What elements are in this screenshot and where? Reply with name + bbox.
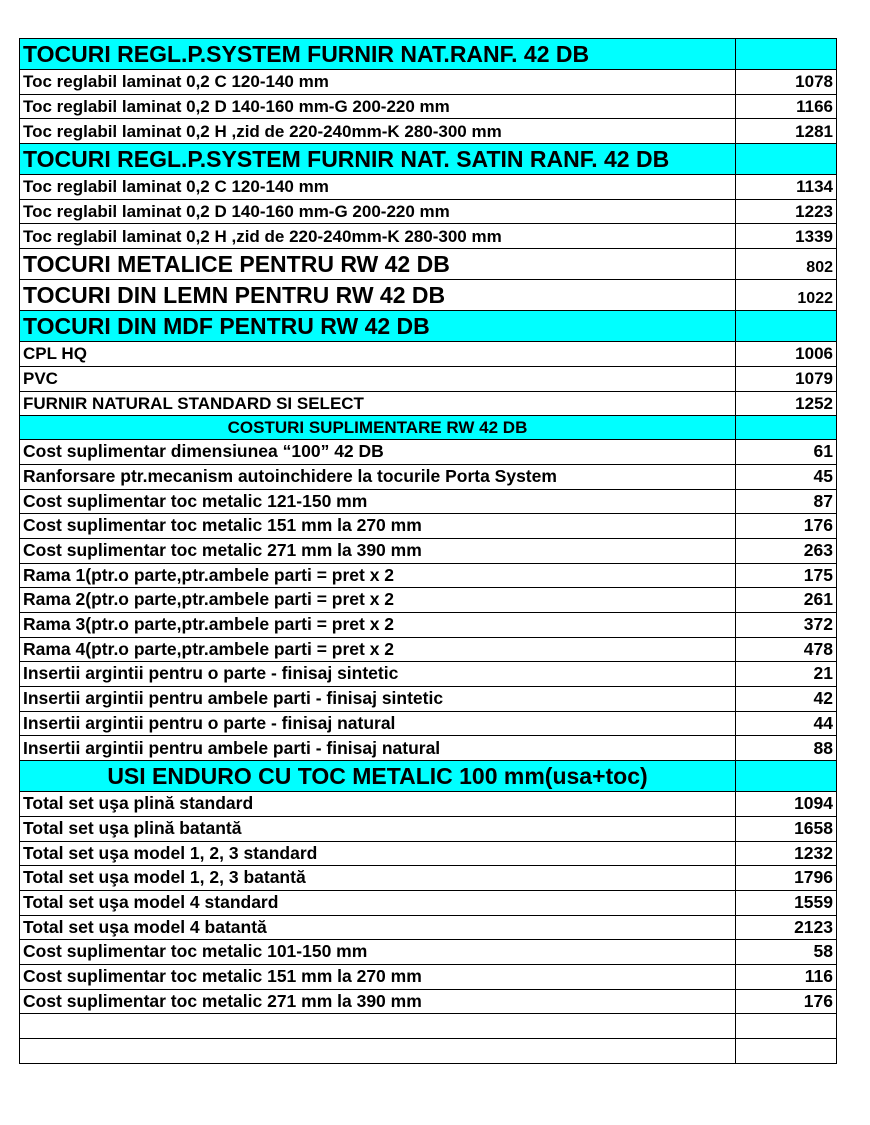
item-description	[20, 1014, 736, 1039]
price-row	[20, 613, 837, 638]
item-price: 1079	[736, 366, 837, 391]
item-description: Cost suplimentar toc metalic 121-150 mm	[20, 489, 736, 514]
section-header-row	[20, 39, 837, 70]
item-description: Toc reglabil laminat 0,2 D 140-160 mm-G 200-220 mm	[20, 94, 736, 119]
section-header-row	[20, 249, 837, 280]
price-row	[20, 792, 837, 817]
price-table	[19, 38, 837, 1064]
item-description: Total set uşa plină batantă	[20, 816, 736, 841]
item-description: TOCURI METALICE PENTRU RW 42 DB	[20, 249, 736, 280]
item-price	[736, 1039, 837, 1064]
item-price: 1166	[736, 94, 837, 119]
section-header-row	[20, 144, 837, 175]
item-price	[736, 311, 837, 342]
item-description: Cost suplimentar toc metalic 271 mm la 390 mm	[20, 989, 736, 1014]
price-row	[20, 989, 837, 1014]
item-description	[20, 1039, 736, 1064]
section-header-row	[20, 280, 837, 311]
item-price: 42	[736, 687, 837, 712]
item-description: PVC	[20, 366, 736, 391]
item-description: Cost suplimentar dimensiunea “100” 42 DB	[20, 440, 736, 465]
price-row	[20, 489, 837, 514]
item-description: Rama 3(ptr.o parte,ptr.ambele parti = pret x 2	[20, 613, 736, 638]
item-price: 2123	[736, 915, 837, 940]
item-price: 44	[736, 711, 837, 736]
price-row	[20, 711, 837, 736]
item-description: USI ENDURO CU TOC METALIC 100 mm(usa+toc)	[20, 761, 736, 792]
item-price: 1022	[736, 280, 837, 311]
item-description: Total set uşa model 1, 2, 3 standard	[20, 841, 736, 866]
item-price: 1006	[736, 342, 837, 367]
item-price: 61	[736, 440, 837, 465]
item-price: 1078	[736, 70, 837, 95]
item-description: Insertii argintii pentru o parte - finisaj sintetic	[20, 662, 736, 687]
item-description: Cost suplimentar toc metalic 151 mm la 270 mm	[20, 964, 736, 989]
item-price: 1252	[736, 391, 837, 416]
item-description: FURNIR NATURAL STANDARD SI SELECT	[20, 391, 736, 416]
item-description: Cost suplimentar toc metalic 151 mm la 270 mm	[20, 514, 736, 539]
price-row	[20, 464, 837, 489]
price-row	[20, 736, 837, 761]
item-description: Insertii argintii pentru o parte - finisaj natural	[20, 711, 736, 736]
item-description: Total set uşa model 4 standard	[20, 890, 736, 915]
section-header-row	[20, 761, 837, 792]
item-price	[736, 761, 837, 792]
price-row	[20, 224, 837, 249]
section-header-row	[20, 416, 837, 440]
price-table-body	[20, 39, 837, 1064]
price-row	[20, 538, 837, 563]
item-price: 116	[736, 964, 837, 989]
item-price	[736, 144, 837, 175]
item-description: TOCURI DIN LEMN PENTRU RW 42 DB	[20, 280, 736, 311]
item-description: CPL HQ	[20, 342, 736, 367]
price-row	[20, 890, 837, 915]
item-price	[736, 416, 837, 440]
item-price: 478	[736, 637, 837, 662]
section-header-row	[20, 311, 837, 342]
item-description: Rama 1(ptr.o parte,ptr.ambele parti = pret x 2	[20, 563, 736, 588]
price-row	[20, 637, 837, 662]
price-row	[20, 964, 837, 989]
item-price: 58	[736, 940, 837, 965]
item-description: Toc reglabil laminat 0,2 H ,zid de 220-240mm-K 280-300 mm	[20, 224, 736, 249]
item-description: Rama 2(ptr.o parte,ptr.ambele parti = pret x 2	[20, 588, 736, 613]
item-description: Cost suplimentar toc metalic 101-150 mm	[20, 940, 736, 965]
item-price: 175	[736, 563, 837, 588]
price-row	[20, 440, 837, 465]
item-description: Insertii argintii pentru ambele parti - finisaj natural	[20, 736, 736, 761]
item-description: Cost suplimentar toc metalic 271 mm la 390 mm	[20, 538, 736, 563]
item-price: 1339	[736, 224, 837, 249]
price-row	[20, 866, 837, 891]
price-row	[20, 841, 837, 866]
item-price	[736, 39, 837, 70]
price-row	[20, 514, 837, 539]
item-price: 88	[736, 736, 837, 761]
item-description: Rama 4(ptr.o parte,ptr.ambele parti = pret x 2	[20, 637, 736, 662]
price-row	[20, 391, 837, 416]
item-description: TOCURI REGL.P.SYSTEM FURNIR NAT. SATIN RANF. 42 DB	[20, 144, 736, 175]
item-price: 21	[736, 662, 837, 687]
item-description: TOCURI DIN MDF PENTRU RW 42 DB	[20, 311, 736, 342]
item-price: 1281	[736, 119, 837, 144]
price-row	[20, 175, 837, 200]
price-row	[20, 119, 837, 144]
item-description: Total set uşa model 4 batantă	[20, 915, 736, 940]
price-row	[20, 563, 837, 588]
item-price: 1232	[736, 841, 837, 866]
item-price: 176	[736, 514, 837, 539]
item-price: 802	[736, 249, 837, 280]
price-row	[20, 199, 837, 224]
item-description: TOCURI REGL.P.SYSTEM FURNIR NAT.RANF. 42 DB	[20, 39, 736, 70]
item-price: 261	[736, 588, 837, 613]
item-description: Toc reglabil laminat 0,2 D 140-160 mm-G 200-220 mm	[20, 199, 736, 224]
item-price: 1134	[736, 175, 837, 200]
item-description: Total set uşa model 1, 2, 3 batantă	[20, 866, 736, 891]
price-row	[20, 915, 837, 940]
price-row	[20, 662, 837, 687]
price-row	[20, 94, 837, 119]
item-price: 263	[736, 538, 837, 563]
item-description: Insertii argintii pentru ambele parti - finisaj sintetic	[20, 687, 736, 712]
price-row	[20, 1014, 837, 1039]
price-row	[20, 816, 837, 841]
item-description: Toc reglabil laminat 0,2 H ,zid de 220-240mm-K 280-300 mm	[20, 119, 736, 144]
item-description: Toc reglabil laminat 0,2 C 120-140 mm	[20, 175, 736, 200]
item-price: 176	[736, 989, 837, 1014]
item-description: Ranforsare ptr.mecanism autoinchidere la tocurile Porta System	[20, 464, 736, 489]
item-description: COSTURI SUPLIMENTARE RW 42 DB	[20, 416, 736, 440]
price-row	[20, 940, 837, 965]
item-price: 1658	[736, 816, 837, 841]
item-description: Toc reglabil laminat 0,2 C 120-140 mm	[20, 70, 736, 95]
item-price: 372	[736, 613, 837, 638]
item-price: 1559	[736, 890, 837, 915]
item-description: Total set uşa plină standard	[20, 792, 736, 817]
price-row	[20, 342, 837, 367]
item-price: 87	[736, 489, 837, 514]
item-price	[736, 1014, 837, 1039]
item-price: 1796	[736, 866, 837, 891]
item-price: 1094	[736, 792, 837, 817]
item-price: 1223	[736, 199, 837, 224]
price-row	[20, 588, 837, 613]
price-row	[20, 687, 837, 712]
price-row	[20, 1039, 837, 1064]
price-row	[20, 70, 837, 95]
item-price: 45	[736, 464, 837, 489]
price-row	[20, 366, 837, 391]
